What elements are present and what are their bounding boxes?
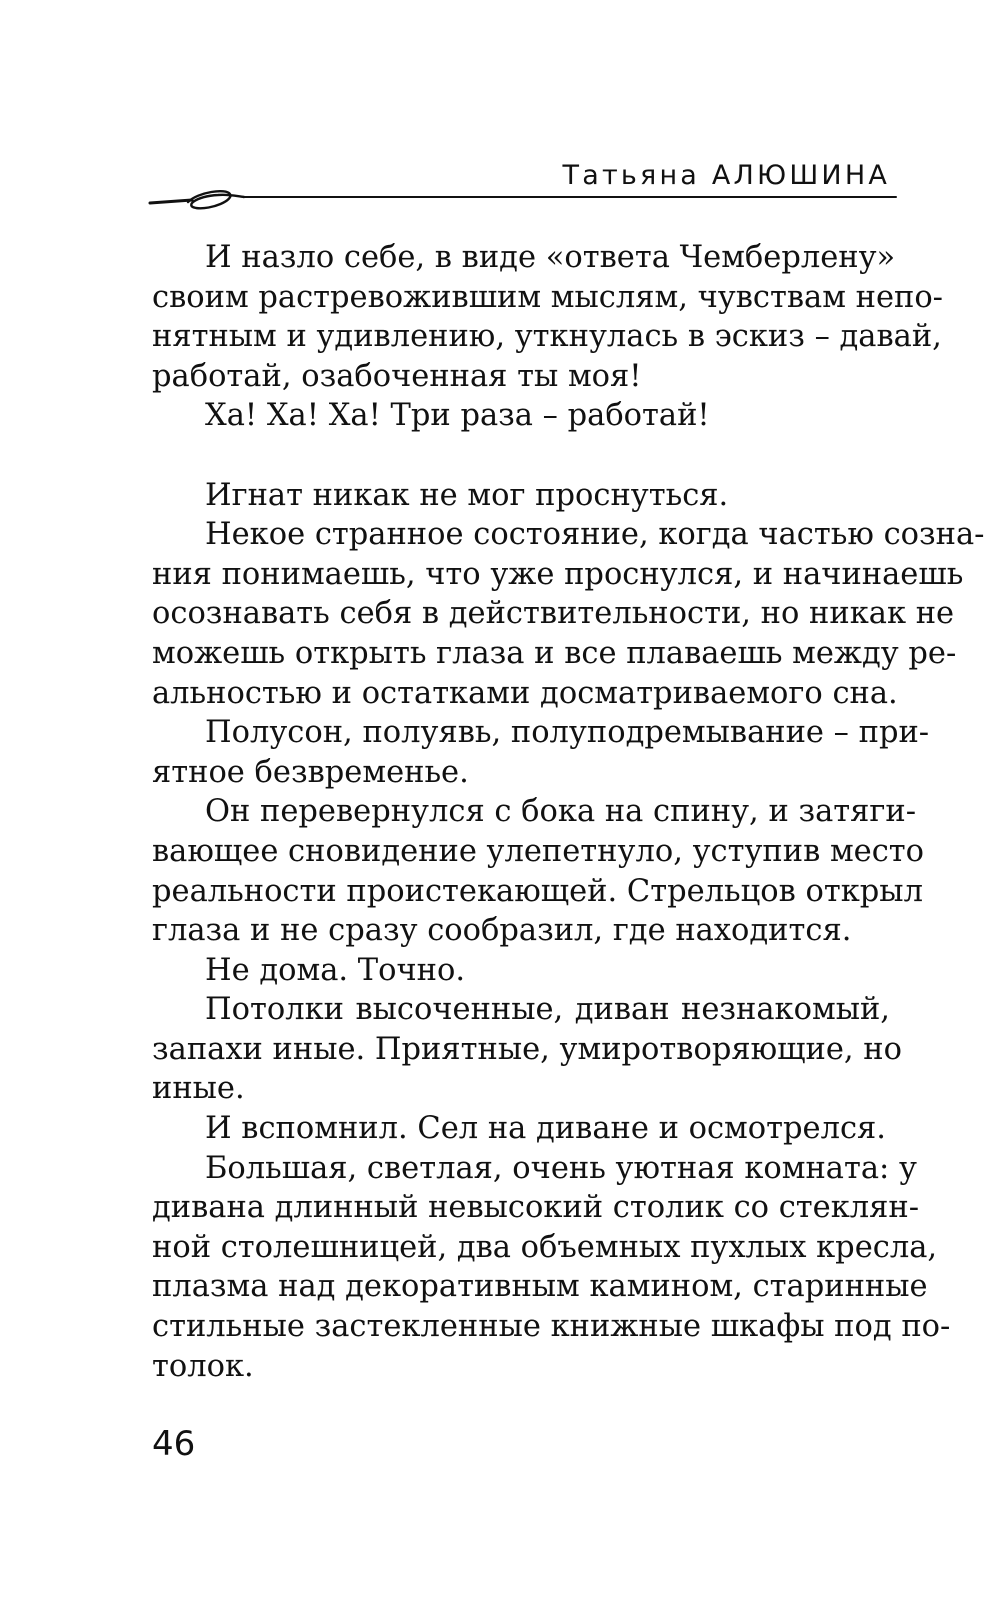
text-line: реальности проистекающей. Стрельцов открыл bbox=[152, 873, 923, 909]
text-line: ния понимаешь, что уже проснулся, и начинаешь bbox=[152, 556, 964, 592]
text-line: Он перевернулся с бока на спину, и затяги- bbox=[205, 794, 917, 830]
text-line: Некое странное состояние, когда частью созна- bbox=[205, 517, 985, 553]
text-line: И вспомнил. Сел на диване и осмотрелся. bbox=[205, 1111, 886, 1147]
text-line: Большая, светлая, очень уютная комната: у bbox=[205, 1150, 917, 1186]
text-line: запахи иные. Приятные, умиротворяющие, но bbox=[152, 1031, 902, 1067]
text-line: нятным и удивлению, уткнулась в эскиз – давай, bbox=[152, 319, 942, 355]
text-line: своим растревожившим мыслям, чувствам непо- bbox=[152, 279, 943, 315]
text-line: ной столешницей, два объемных пухлых кресла, bbox=[152, 1229, 938, 1265]
text-line: можешь открыть глаза и все плаваешь между ре- bbox=[152, 635, 957, 671]
text-line: альностью и остатками досматриваемого сна. bbox=[152, 675, 898, 711]
text-line: Потолки высоченные, диван незнакомый, bbox=[205, 992, 890, 1028]
page-number: 46 bbox=[152, 1424, 196, 1464]
text-line: плазма над декоративным камином, старинные bbox=[152, 1269, 928, 1305]
text-line: И назло себе, в виде «ответа Чемберлену» bbox=[205, 240, 896, 275]
flourish-ornament bbox=[150, 191, 896, 208]
text-line: Не дома. Точно. bbox=[205, 952, 466, 988]
text-line: осознавать себя в действительности, но никак не bbox=[152, 596, 955, 632]
section-break bbox=[152, 436, 890, 476]
text-line: стильные застекленные книжные шкафы под по- bbox=[152, 1309, 951, 1345]
header-flourish-rule bbox=[148, 186, 898, 216]
body-text bbox=[152, 238, 985, 1386]
text-line: толок. bbox=[152, 1348, 254, 1384]
text-line: глаза и не сразу сообразил, где находится. bbox=[152, 913, 852, 949]
text-line: Игнат никак не мог проснуться. bbox=[205, 477, 729, 513]
text-line: работай, озабоченная ты моя! bbox=[152, 358, 642, 394]
text-line: вающее сновидение улепетнуло, уступив место bbox=[152, 833, 925, 869]
text-line: Полусон, полуявь, полуподремывание – при- bbox=[205, 715, 930, 751]
text-line: иные. bbox=[152, 1071, 245, 1107]
text-line: Ха! Ха! Ха! Три раза – работай! bbox=[205, 398, 710, 434]
text-line: дивана длинный невысокий столик со стеклян- bbox=[152, 1190, 920, 1226]
text-line: ятное безвременье. bbox=[152, 754, 469, 790]
running-head-author: Татьяна АЛЮШИНА bbox=[562, 160, 890, 191]
